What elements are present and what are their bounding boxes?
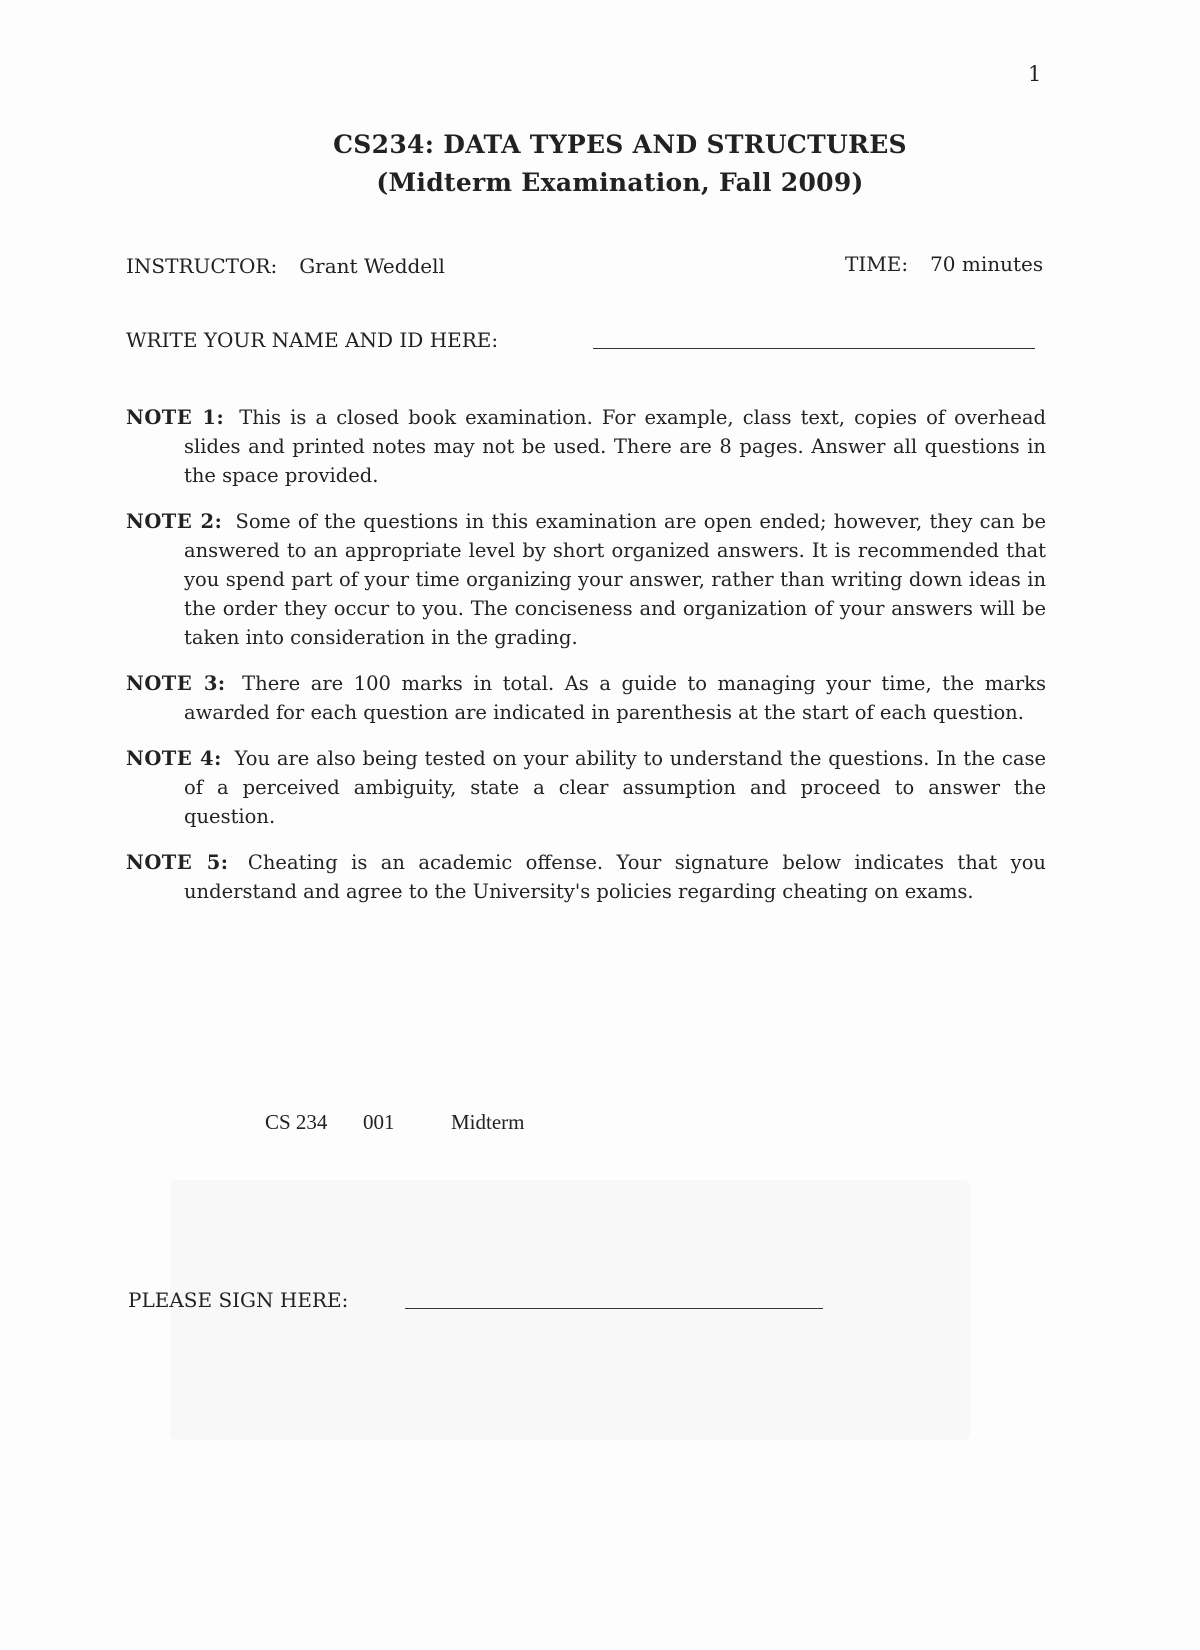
instructor-row: [126, 254, 445, 278]
stamp-exam: Midterm: [451, 1110, 525, 1134]
note-text: There are 100 marks in total. As a guide to managing your time, the marks awarded for each question are indicated in parenthesis at the start of each question.: [184, 672, 1046, 724]
signature-field[interactable]: [405, 1308, 823, 1309]
stamp-course: CS 234: [265, 1110, 328, 1134]
title-line-2: (Midterm Examination, Fall 2009): [376, 168, 864, 197]
exam-title: [0, 126, 1200, 202]
note-label: NOTE 1:: [126, 406, 225, 429]
sign-label: PLEASE SIGN HERE:: [128, 1288, 349, 1312]
course-stamp: [265, 1110, 525, 1135]
notes-list: [126, 403, 1046, 923]
page-number: 1: [1028, 62, 1042, 86]
note-text: Cheating is an academic offense. Your signature below indicates that you understand and agree to the University's policies regarding cheating on exams.: [184, 851, 1046, 903]
instructor-name: Grant Weddell: [299, 254, 445, 278]
note-text: This is a closed book examination. For example, class text, copies of overhead slides and printed notes may not be used. There are 8 pages. Answer all questions in the space provided.: [184, 406, 1046, 487]
stamp-section: 001: [363, 1110, 395, 1134]
note-3: [126, 669, 1046, 727]
note-text: Some of the questions in this examination are open ended; however, they can be answered to an appropriate level by short organized answers. It is recommended that you spend part of your time organizing your answer, rather than writing down ideas in the order they occur to you. The conciseness and organization of your answers will be taken into consideration in the grading.: [184, 510, 1046, 649]
name-id-label: WRITE YOUR NAME AND ID HERE:: [126, 328, 499, 352]
note-4: [126, 744, 1046, 831]
note-2: [126, 507, 1046, 652]
note-label: NOTE 2:: [126, 510, 223, 533]
instructor-label: INSTRUCTOR:: [126, 254, 278, 278]
time-row: [845, 252, 1043, 276]
note-label: NOTE 5:: [126, 851, 229, 874]
note-1: [126, 403, 1046, 490]
time-label: TIME:: [845, 252, 909, 276]
note-label: NOTE 4:: [126, 747, 222, 770]
note-label: NOTE 3:: [126, 672, 226, 695]
name-id-field[interactable]: [593, 348, 1035, 349]
title-line-1: CS234: DATA TYPES AND STRUCTURES: [333, 130, 907, 159]
time-value: 70 minutes: [930, 252, 1044, 276]
note-5: [126, 848, 1046, 906]
note-text: You are also being tested on your ability to understand the questions. In the case of a perceived ambiguity, state a clear assumption and proceed to answer the question.: [184, 747, 1046, 828]
